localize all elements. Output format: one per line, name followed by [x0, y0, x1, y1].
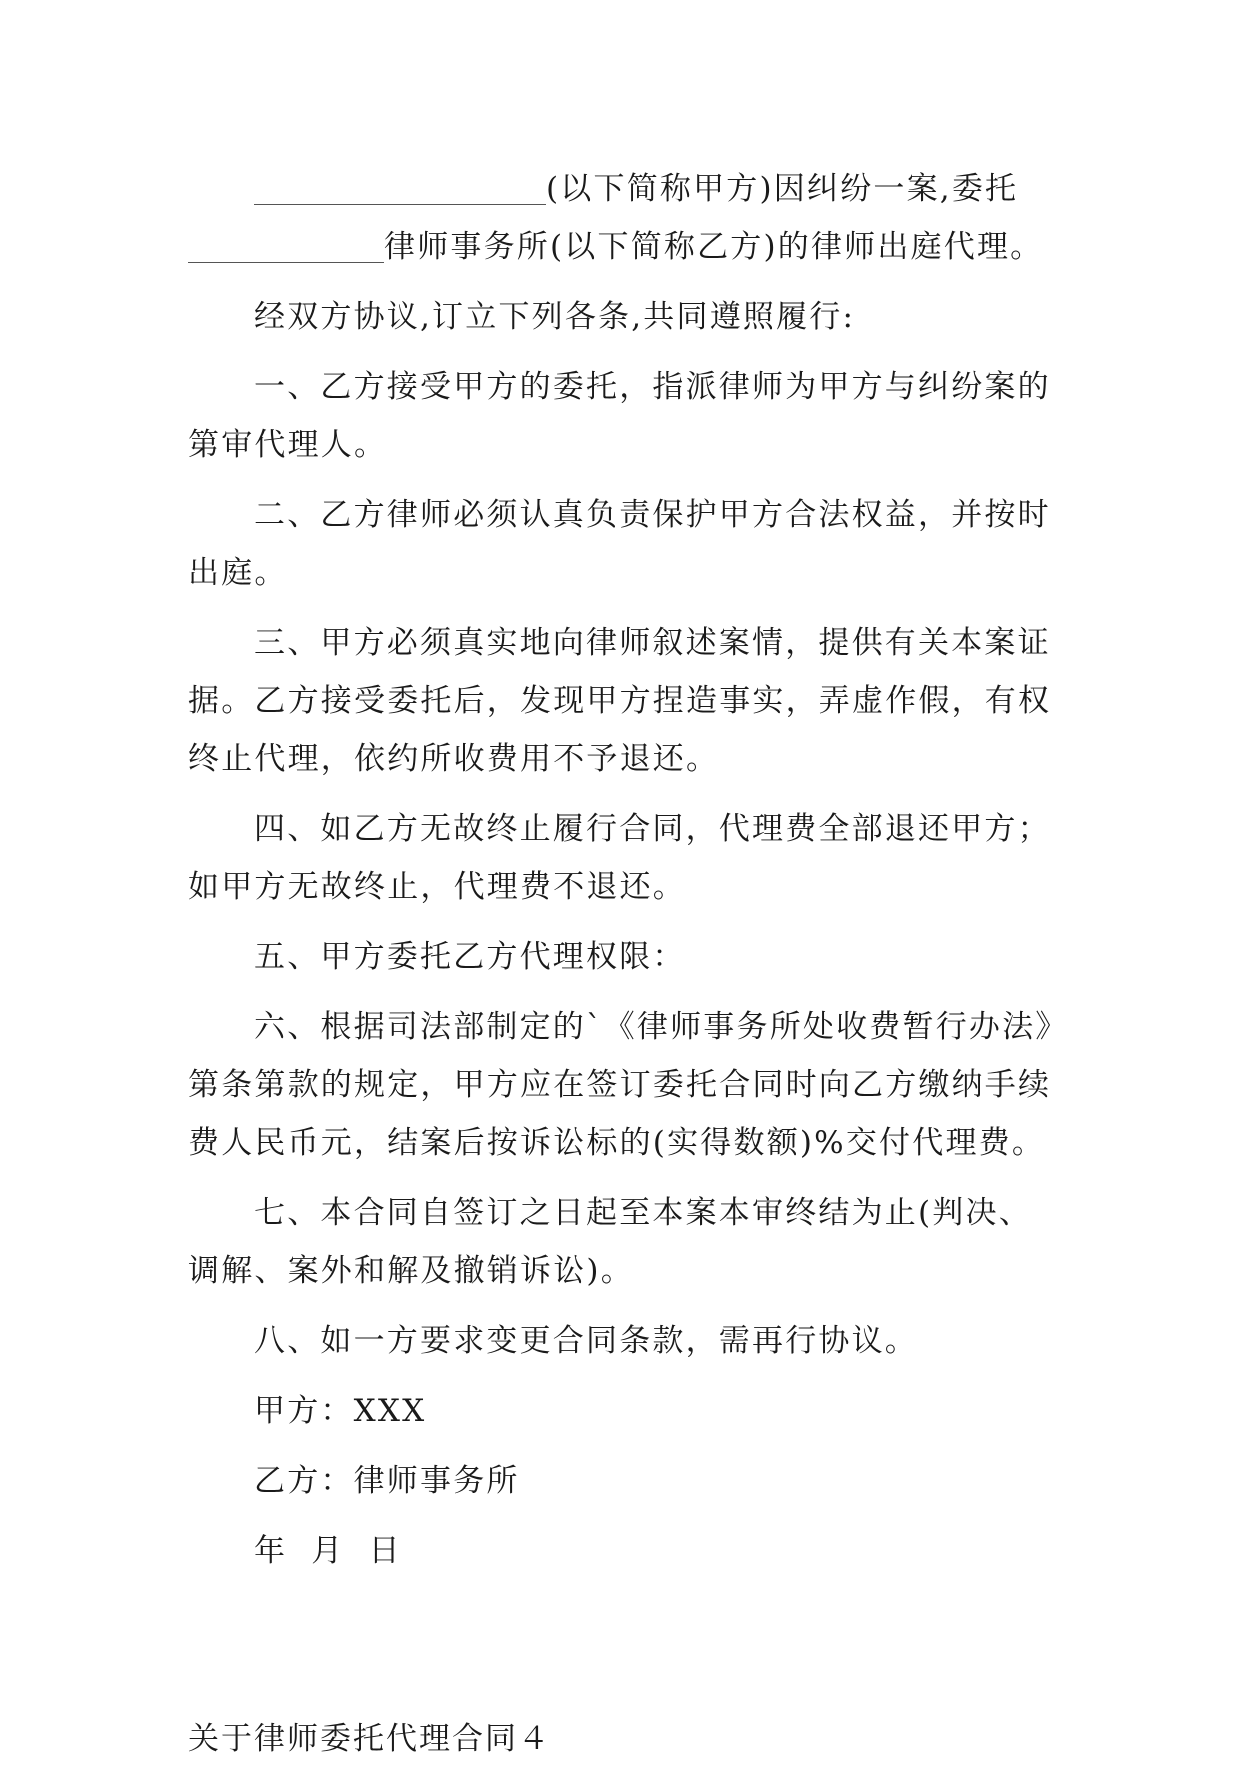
clause-3-line-1: 三、甲方必须真实地向律师叙述案情，提供有关本案证	[254, 625, 1051, 661]
signature-date: 年 月 日	[254, 1533, 402, 1569]
clause-8-line-1: 八、如一方要求变更合同条款，需再行协议。	[254, 1323, 918, 1359]
clause-3-line-2: 据。乙方接受委托后，发现甲方捏造事实，弄虚作假，有权	[188, 683, 1052, 719]
intro-line-1	[188, 160, 1056, 218]
party-b-signature: 乙方：律师事务所	[254, 1463, 520, 1499]
next-section-title: 关于律师委托代理合同４	[188, 1721, 551, 1757]
intro-line-2-text: 律师事务所(以下简称乙方)的律师出庭代理。	[384, 229, 1044, 265]
clause-6-line-3: 费人民币元，结案后按诉讼标的(实得数额)%交付代理费。	[188, 1125, 1046, 1161]
clause-6-line-2: 第条第款的规定，甲方应在签订委托合同时向乙方缴纳手续	[188, 1067, 1052, 1103]
clause-2-line-2: 出庭。	[188, 555, 288, 591]
agreement-line: 经双方协议,订立下列各条,共同遵照履行:	[254, 299, 856, 335]
law-firm-name-blank	[188, 228, 384, 263]
party-a-signature: 甲方：XXX	[254, 1393, 427, 1429]
clause-7-line-2: 调解、案外和解及撤销诉讼)。	[188, 1253, 634, 1289]
intro-line-2	[188, 218, 1056, 276]
clause-1-line-2: 第审代理人。	[188, 427, 388, 463]
clause-1-line-1: 一、乙方接受甲方的委托，指派律师为甲方与纠纷案的	[254, 369, 1051, 405]
clause-7-line-1: 七、本合同自签订之日起至本案本审终结为止(判决、	[254, 1195, 1032, 1231]
intro-line-1-text: (以下简称甲方)因纠纷一案,委托	[546, 171, 1019, 207]
clause-4-line-1: 四、如乙方无故终止履行合同，代理费全部退还甲方；	[254, 811, 1051, 847]
contract-body	[188, 160, 1069, 1768]
clause-6-line-1: 六、根据司法部制定的`《律师事务所处收费暂行办法》	[254, 1009, 1069, 1045]
clause-4-line-2: 如甲方无故终止，代理费不退还。	[188, 869, 686, 905]
clause-3-line-3: 终止代理，依约所收费用不予退还。	[188, 741, 720, 777]
clause-5-line-1: 五、甲方委托乙方代理权限：	[254, 939, 686, 975]
client-name-blank	[254, 170, 546, 205]
clause-2-line-1: 二、乙方律师必须认真负责保护甲方合法权益，并按时	[254, 497, 1051, 533]
